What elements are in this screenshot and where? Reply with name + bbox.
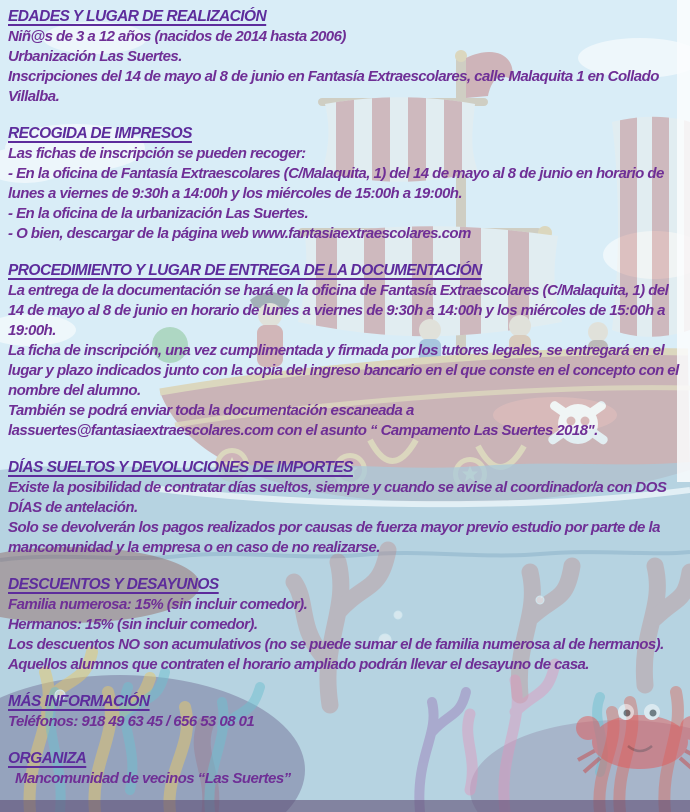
ages-line: Niñ@s de 3 a 12 años (nacidos de 2014 hasta 2006) [8, 28, 346, 45]
section-edades-y-lugar [8, 6, 682, 107]
inscription-period-line: Inscripciones del 14 de mayo al 8 de junio en Fantasía Extraescolares, calle Malaquita 1 en Collado Villalba. [8, 68, 659, 105]
delivery-office-line: La entrega de la documentación se hará en la oficina de Fantasía Extraescolares (C/Malaquita, 1) del 14 de mayo al 8 de junio en horario de lunes a viernes de 9:30h a 14:00h y los miércoles de 15:00h a 19:00h. [8, 282, 669, 339]
location-line: Urbanización Las Suertes. [8, 48, 182, 65]
section-descuentos-desayunos [8, 574, 682, 675]
section-organiza [8, 748, 682, 789]
pickup-urbanizacion-line: - En la oficina de la urbanización Las Suertes. [8, 205, 309, 222]
section-dias-sueltos-devoluciones [8, 457, 682, 558]
section-heading-procedimiento: PROCEDIMIENTO Y LUGAR DE ENTREGA DE LA DOCUMENTACIÓN [8, 262, 482, 279]
phones-line: Teléfonos: 918 49 63 45 / 656 53 08 01 [8, 713, 255, 730]
breakfast-line: Aquellos alumnos que contraten el horario ampliado podrán llevar el desayuno de casa. [8, 656, 589, 673]
refunds-line: Solo se devolverán los pagos realizados por causas de fuerza mayor previo estudio por parte de la mancomunidad y la empresa o en caso de no realizarse. [8, 519, 660, 556]
section-heading-recogida: RECOGIDA DE IMPRESOS [8, 125, 192, 142]
large-family-discount-line: Familia numerosa: 15% (sin incluir comedor). [8, 596, 308, 613]
delivery-email-line: También se podrá enviar toda la documentación escaneada a lassuertes@fantasiaextraescolares.com con el asunto “ Campamento Las Suertes 2018". [8, 402, 598, 439]
pickup-website-line: - O bien, descargar de la página web www.fantasiaextraescolares.com [8, 225, 471, 242]
non-cumulative-line: Los descuentos NO son acumulativos (no se puede sumar el de familia numerosa al de hermanos). [8, 636, 664, 653]
single-days-line: Existe la posibilidad de contratar días sueltos, siempre y cuando se avise al coordinador/a con DOS DÍAS de antelación. [8, 479, 667, 516]
pickup-office-line: - En la oficina de Fantasía Extraescolares (C/Malaquita, 1) del 14 de mayo al 8 de junio en horario de lunes a viernes de 9:30h a 14:00h y los miércoles de 15:00h a 19:00h. [8, 165, 664, 202]
section-mas-informacion [8, 691, 682, 732]
section-heading-mas-informacion: MÁS INFORMACIÓN [8, 693, 150, 710]
section-procedimiento-entrega [8, 260, 682, 441]
delivery-form-line: La ficha de inscripción, una vez cumplimentada y firmada por los tutores legales, se entregará en el lugar y plazo indicados junto con la copia del ingreso bancario en el que conste en el concepto con el nombre del alumno. [8, 342, 679, 399]
section-heading-dias-sueltos: DÍAS SUELTOS Y DEVOLUCIONES DE IMPORTES [8, 459, 353, 476]
organizer-line: Mancomunidad de vecinos “Las Suertes” [15, 770, 291, 787]
siblings-discount-line: Hermanos: 15% (sin incluir comedor). [8, 616, 258, 633]
section-recogida-de-impresos [8, 123, 682, 244]
section-heading-edades: EDADES Y LUGAR DE REALIZACIÓN [8, 8, 267, 25]
section-heading-descuentos: DESCUENTOS Y DESAYUNOS [8, 576, 219, 593]
section-heading-organiza: ORGANIZA [8, 750, 87, 767]
pickup-intro-line: Las fichas de inscripción se pueden recoger: [8, 145, 306, 162]
